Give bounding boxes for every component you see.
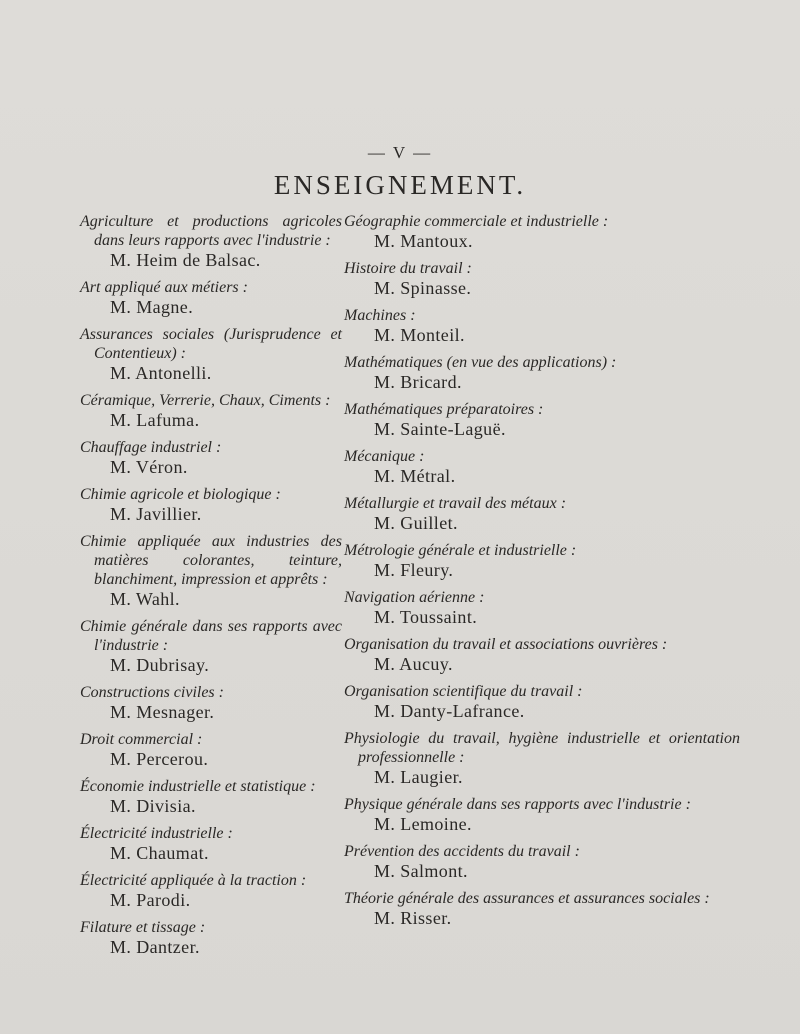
course-entry <box>344 541 740 581</box>
course-subject: Agriculture et productions agricoles dans leurs rapports avec l'industrie : <box>80 213 342 249</box>
professor-name: M. Salmont. <box>374 861 468 881</box>
course-entry <box>344 842 740 882</box>
course-entry <box>344 635 740 675</box>
course-subject: Organisation scientifique du travail : <box>344 683 583 700</box>
course-subject: Électricité appliquée à la traction : <box>80 872 307 889</box>
course-subject: Filature et tissage : <box>80 919 206 936</box>
course-entry <box>80 918 342 958</box>
professor-name: M. Mantoux. <box>374 231 473 251</box>
course-subject: Métallurgie et travail des métaux : <box>344 495 567 512</box>
course-entry <box>80 278 342 318</box>
professor-name: M. Percerou. <box>110 749 209 769</box>
course-subject: Mathématiques préparatoires : <box>344 401 544 418</box>
course-entry <box>80 777 342 817</box>
professor-name: M. Laugier. <box>374 767 463 787</box>
professor-name: M. Aucuy. <box>374 654 453 674</box>
course-subject: Métrologie générale et industrielle : <box>344 542 577 559</box>
page-number: — V — <box>367 143 433 162</box>
professor-name: M. Métral. <box>374 466 456 486</box>
professor-name: M. Mesnager. <box>110 702 215 722</box>
course-entry <box>80 730 342 770</box>
course-entry <box>344 259 740 299</box>
course-subject: Machines : <box>344 307 416 324</box>
course-entry <box>80 871 342 911</box>
course-subject: Électricité industrielle : <box>80 825 233 842</box>
course-subject: Navigation aérienne : <box>344 589 485 606</box>
course-entry <box>344 729 740 788</box>
professor-name: M. Lafuma. <box>110 410 200 430</box>
professor-name: M. Lemoine. <box>374 814 472 834</box>
professor-name: M. Antonelli. <box>110 363 212 383</box>
course-entry <box>80 212 342 271</box>
professor-name: M. Guillet. <box>374 513 458 533</box>
course-subject: Physique générale dans ses rapports avec l'industrie : <box>344 796 691 813</box>
professor-name: M. Javillier. <box>110 504 202 524</box>
course-subject: Céramique, Verrerie, Chaux, Ciments : <box>80 392 331 409</box>
course-subject: Mathématiques (en vue des applications) : <box>344 354 617 371</box>
course-entry <box>344 795 740 835</box>
professor-name: M. Parodi. <box>110 890 191 910</box>
course-entry <box>80 617 342 676</box>
professor-name: M. Chaumat. <box>110 843 209 863</box>
professor-name: M. Véron. <box>110 457 188 477</box>
course-subject: Physiologie du travail, hygiène industrielle et orientation professionnelle : <box>344 730 740 766</box>
course-subject: Théorie générale des assurances et assurances sociales : <box>344 890 710 907</box>
professor-name: M. Risser. <box>374 908 452 928</box>
course-subject: Chauffage industriel : <box>80 439 222 456</box>
course-entry <box>344 588 740 628</box>
course-subject: Droit commercial : <box>80 731 203 748</box>
professor-name: M. Bricard. <box>374 372 462 392</box>
course-subject: Art appliqué aux métiers : <box>80 279 248 296</box>
course-subject: Assurances sociales (Jurisprudence et Contentieux) : <box>80 326 342 362</box>
course-entry <box>344 494 740 534</box>
course-entry <box>80 532 342 610</box>
right-column <box>344 212 740 936</box>
course-entry <box>80 485 342 525</box>
course-entry <box>344 400 740 440</box>
course-subject: Géographie commerciale et industrielle : <box>344 213 609 230</box>
professor-name: M. Spinasse. <box>374 278 472 298</box>
professor-name: M. Dubrisay. <box>110 655 210 675</box>
course-subject: Chimie appliquée aux industries des matières colorantes, teinture, blanchiment, impression et apprêts : <box>80 533 342 588</box>
professor-name: M. Divisia. <box>110 796 196 816</box>
professor-name: M. Monteil. <box>374 325 465 345</box>
course-subject: Prévention des accidents du travail : <box>344 843 580 860</box>
page-title: ENSEIGNEMENT. <box>273 170 527 200</box>
course-subject: Histoire du travail : <box>344 260 472 277</box>
professor-name: M. Sainte-Laguë. <box>374 419 506 439</box>
course-entry <box>344 353 740 393</box>
course-subject: Chimie générale dans ses rapports avec l'industrie : <box>80 618 342 654</box>
course-subject: Chimie agricole et biologique : <box>80 486 281 503</box>
course-subject: Constructions civiles : <box>80 684 224 701</box>
course-entry <box>80 391 342 431</box>
professor-name: M. Danty-Lafrance. <box>374 701 525 721</box>
left-column <box>80 212 342 965</box>
professor-name: M. Heim de Balsac. <box>110 250 261 270</box>
course-subject: Économie industrielle et statistique : <box>80 778 316 795</box>
course-entry <box>80 824 342 864</box>
course-subject: Organisation du travail et associations ouvrières : <box>344 636 668 653</box>
course-entry <box>344 447 740 487</box>
course-entry <box>344 212 740 252</box>
professor-name: M. Dantzer. <box>110 937 200 957</box>
professor-name: M. Fleury. <box>374 560 454 580</box>
course-entry <box>80 325 342 384</box>
professor-name: M. Toussaint. <box>374 607 478 627</box>
course-entry <box>80 683 342 723</box>
professor-name: M. Wahl. <box>110 589 180 609</box>
course-entry <box>80 438 342 478</box>
course-entry <box>344 306 740 346</box>
course-entry <box>344 682 740 722</box>
course-subject: Mécanique : <box>344 448 425 465</box>
professor-name: M. Magne. <box>110 297 194 317</box>
course-entry <box>344 889 740 929</box>
